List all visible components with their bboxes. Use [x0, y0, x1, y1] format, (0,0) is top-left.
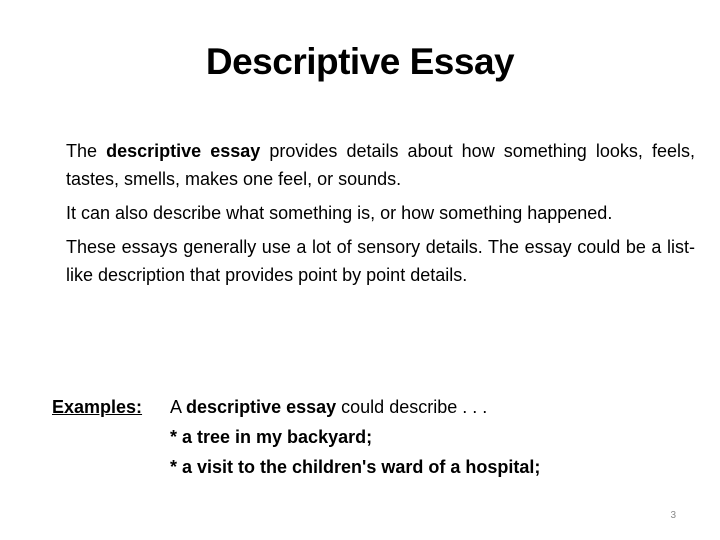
example-item-row: [52, 452, 692, 482]
examples-intro-pre: A: [170, 397, 182, 417]
paragraph-definition-term: descriptive essay: [106, 141, 261, 161]
paragraph-also-describe: It can also describe what something is, or how something happened.: [66, 203, 613, 223]
example-item-row: [52, 422, 692, 452]
paragraph-definition-post: provides details about how something looks, feels, tastes, smells, makes one feel, or sounds.: [66, 141, 695, 189]
examples-intro-term: descriptive essay: [186, 397, 337, 417]
examples-intro-post: could describe . . .: [341, 397, 488, 417]
example-item-hospital: * a visit to the children's ward of a hospital;: [170, 457, 541, 477]
body-text: [66, 137, 695, 295]
example-item-tree: * a tree in my backyard;: [170, 427, 373, 447]
examples-section: [52, 392, 692, 482]
paragraph-definition: [66, 137, 695, 193]
paragraph-definition-pre: The: [66, 141, 98, 161]
examples-intro-row: [52, 392, 692, 422]
slide-title: Descriptive Essay: [205, 41, 515, 82]
examples-label-cell: [52, 392, 170, 422]
paragraph-sensory-details: These essays generally use a lot of sensory details. The essay could be a list-like description that provides point by point details.: [66, 237, 695, 285]
page-number: 3: [670, 510, 676, 521]
examples-intro: [170, 392, 692, 422]
examples-label: Examples:: [52, 397, 143, 417]
